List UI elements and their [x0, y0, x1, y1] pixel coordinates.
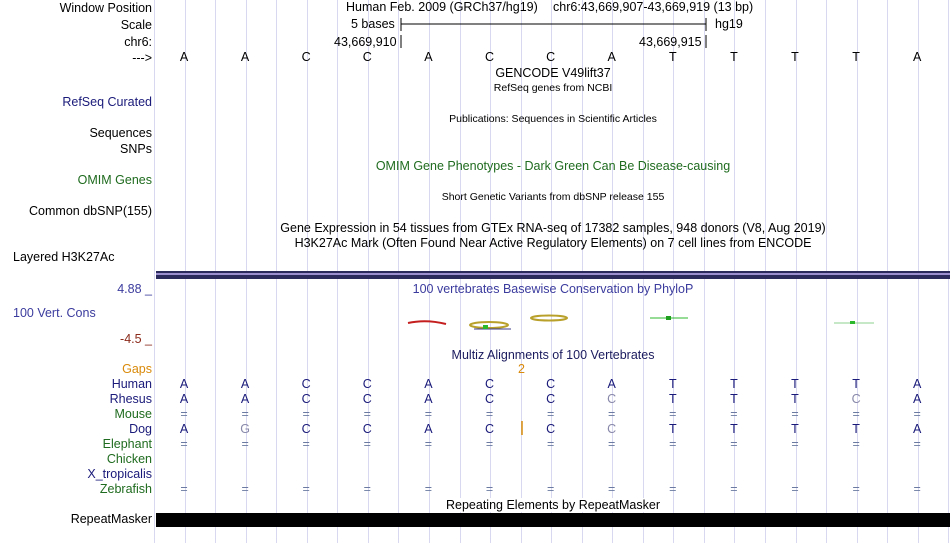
- species-rhesus: Rhesus: [109, 392, 152, 406]
- alignment-base-rhesus: A: [240, 392, 250, 406]
- alignment-base-dog: T: [668, 422, 677, 436]
- alignment-base-elephant: =: [669, 437, 677, 451]
- alignment-base-human: T: [791, 377, 799, 391]
- alignment-base-human: C: [546, 377, 556, 391]
- vert-cons-label[interactable]: 100 Vert. Cons: [13, 306, 96, 320]
- alignment-base-elephant: =: [608, 437, 616, 451]
- repeatmasker-bar: [156, 513, 950, 527]
- alignment-base-zebrafish: =: [485, 482, 494, 496]
- alignment-base-mouse: =: [791, 407, 799, 421]
- species-dog: Dog: [129, 422, 152, 436]
- alignment-base-zebrafish: =: [730, 482, 738, 496]
- alignment-base-human: A: [424, 377, 433, 391]
- track-image[interactable]: [156, 0, 950, 543]
- common-dbsnp-label[interactable]: Common dbSNP(155): [29, 204, 152, 218]
- reference-base: A: [424, 50, 433, 64]
- window-position-value: chr6:43,669,907-43,669,919 (13 bp): [553, 0, 754, 14]
- coord-left: 43,669,910: [334, 35, 397, 49]
- alignment-base-zebrafish: =: [608, 482, 616, 496]
- alignment-base-rhesus: T: [668, 392, 677, 406]
- conservation-plot: [156, 300, 950, 340]
- alignment-base-mouse: =: [363, 407, 371, 421]
- alignment-base-elephant: =: [363, 437, 371, 451]
- alignment-base-dog: T: [791, 422, 799, 436]
- alignment-base-dog: T: [730, 422, 738, 436]
- alignment-base-elephant: =: [180, 437, 188, 451]
- alignment-base-dog: G: [240, 422, 250, 436]
- gridline: [154, 0, 155, 543]
- reference-base: A: [240, 50, 250, 64]
- alignment-base-zebrafish: =: [669, 482, 677, 496]
- reference-base: T: [730, 50, 738, 64]
- species-human: Human: [111, 377, 152, 391]
- alignment-base-mouse: =: [546, 407, 555, 421]
- reference-base: A: [179, 50, 189, 64]
- reference-base: A: [913, 50, 922, 64]
- alignment-base-mouse: =: [180, 407, 188, 421]
- reference-base: A: [607, 50, 616, 64]
- sequences-label[interactable]: Sequences: [89, 126, 152, 140]
- alignment-base-dog: A: [179, 422, 189, 436]
- publications-title: Publications: Sequences in Scientific Articles: [449, 113, 657, 125]
- reference-base: T: [791, 50, 799, 64]
- alignment-base-elephant: =: [485, 437, 494, 451]
- alignment-base-rhesus: C: [607, 392, 617, 406]
- layered-h3k27ac-label[interactable]: Layered H3K27Ac: [13, 250, 115, 264]
- assembly-title: Human Feb. 2009 (GRCh37/hg19): [346, 0, 538, 14]
- alignment-base-mouse: =: [485, 407, 494, 421]
- alignment-base-mouse: =: [669, 407, 677, 421]
- alignment-base-rhesus: C: [301, 392, 311, 406]
- strand-arrow-label: --->: [132, 51, 152, 65]
- alignment-base-elephant: =: [302, 437, 310, 451]
- alignment-base-dog: C: [484, 422, 495, 436]
- snps-label[interactable]: SNPs: [120, 142, 152, 156]
- alignment-base-human: C: [362, 377, 372, 391]
- alignment-base-rhesus: A: [179, 392, 189, 406]
- multiz-title: Multiz Alignments of 100 Vertebrates: [451, 348, 655, 362]
- alignment-base-zebrafish: =: [363, 482, 371, 496]
- gaps-label: Gaps: [122, 362, 152, 376]
- alignment-base-human: C: [484, 377, 495, 391]
- chr-label: chr6:: [124, 35, 152, 49]
- alignment-base-human: A: [240, 377, 250, 391]
- alignment-base-rhesus: T: [730, 392, 738, 406]
- repeatmasker-title: Repeating Elements by RepeatMasker: [445, 498, 661, 512]
- alignment-base-mouse: =: [302, 407, 310, 421]
- species-chicken: Chicken: [106, 452, 152, 466]
- h3k27ac-signal-highlight: [156, 273, 950, 275]
- alignment-base-zebrafish: =: [913, 482, 921, 496]
- alignment-base-mouse: =: [913, 407, 921, 421]
- reference-base: C: [362, 50, 372, 64]
- alignment-base-zebrafish: =: [546, 482, 555, 496]
- scale-text: 5 bases: [351, 17, 395, 31]
- dbsnp-title: Short Genetic Variants from dbSNP release 155: [441, 191, 665, 203]
- alignment-base-dog: C: [301, 422, 311, 436]
- alignment-base-rhesus: C: [546, 392, 556, 406]
- alignment-base-dog: T: [852, 422, 860, 436]
- coord-right: 43,669,915: [639, 35, 702, 49]
- alignment-base-zebrafish: =: [791, 482, 799, 496]
- alignment-base-dog: A: [913, 422, 922, 436]
- alignment-base-dog: C: [362, 422, 372, 436]
- alignment-base-rhesus: C: [362, 392, 372, 406]
- alignment-base-mouse: =: [852, 407, 860, 421]
- alignment-base-mouse: =: [424, 407, 433, 421]
- alignment-base-dog: C: [546, 422, 556, 436]
- h3k27ac-title: H3K27Ac Mark (Often Found Near Active Regulatory Elements) on 7 cell lines from ENCODE: [294, 236, 812, 250]
- cons-min-label: -4.5 _: [120, 332, 152, 346]
- scale-db: hg19: [715, 17, 743, 31]
- alignment-base-zebrafish: =: [180, 482, 188, 496]
- alignment-base-elephant: =: [913, 437, 921, 451]
- repeatmasker-label[interactable]: RepeatMasker: [70, 512, 152, 526]
- species-elephant: Elephant: [102, 437, 152, 451]
- alignment-base-human: A: [179, 377, 189, 391]
- species-zebrafish: Zebrafish: [99, 482, 152, 496]
- reference-base: T: [852, 50, 860, 64]
- alignment-base-zebrafish: =: [424, 482, 433, 496]
- window-position-label: Window Position: [59, 1, 152, 15]
- gtex-title: Gene Expression in 54 tissues from GTEx RNA-seq of 17382 samples, 948 donors (V8, Aug 2019): [280, 221, 826, 235]
- alignment-base-elephant: =: [791, 437, 799, 451]
- alignment-base-rhesus: C: [484, 392, 495, 406]
- alignment-base-dog: A: [424, 422, 433, 436]
- track-labels: [0, 0, 155, 543]
- scale-bar: [156, 14, 950, 50]
- gap-count: 2: [518, 362, 525, 376]
- alignment-base-mouse: =: [608, 407, 616, 421]
- alignment-base-dog: C: [607, 422, 617, 436]
- alignment-base-elephant: =: [730, 437, 738, 451]
- alignment-base-elephant: =: [424, 437, 433, 451]
- alignment-base-zebrafish: =: [302, 482, 310, 496]
- alignment-base-human: T: [668, 377, 677, 391]
- alignment-base-human: T: [730, 377, 738, 391]
- alignment-base-mouse: =: [241, 407, 249, 421]
- scale-label: Scale: [120, 18, 152, 32]
- species-xtropicalis: X_tropicalis: [87, 467, 152, 481]
- alignment-base-rhesus: A: [913, 392, 922, 406]
- alignment-base-human: C: [301, 377, 311, 391]
- reference-base: T: [668, 50, 677, 64]
- alignment-base-human: A: [913, 377, 922, 391]
- alignment-base-elephant: =: [241, 437, 249, 451]
- alignment-base-zebrafish: =: [852, 482, 860, 496]
- alignment-base-rhesus: T: [791, 392, 799, 406]
- omim-genes-label[interactable]: OMIM Genes: [77, 173, 152, 187]
- alignment-base-zebrafish: =: [241, 482, 249, 496]
- omim-title: OMIM Gene Phenotypes - Dark Green Can Be Disease-causing: [375, 159, 731, 173]
- cons-max-label: 4.88 _: [117, 282, 152, 296]
- refseq-curated-label[interactable]: RefSeq Curated: [62, 95, 152, 109]
- species-mouse: Mouse: [114, 407, 152, 421]
- gap-insertion-marker: [521, 421, 524, 436]
- alignment-base-human: A: [607, 377, 616, 391]
- reference-base: C: [546, 50, 556, 64]
- alignment-base-human: T: [852, 377, 860, 391]
- alignment-base-elephant: =: [546, 437, 555, 451]
- gencode-title: GENCODE V49lift37: [495, 66, 611, 80]
- reference-base: C: [301, 50, 311, 64]
- refseq-title: RefSeq genes from NCBI: [493, 82, 613, 94]
- phylop-title: 100 vertebrates Basewise Conservation by PhyloP: [412, 282, 694, 296]
- alignment-base-rhesus: A: [424, 392, 433, 406]
- alignment-base-elephant: =: [852, 437, 860, 451]
- alignment-base-rhesus: C: [851, 392, 861, 406]
- alignment-base-mouse: =: [730, 407, 738, 421]
- reference-base: C: [484, 50, 495, 64]
